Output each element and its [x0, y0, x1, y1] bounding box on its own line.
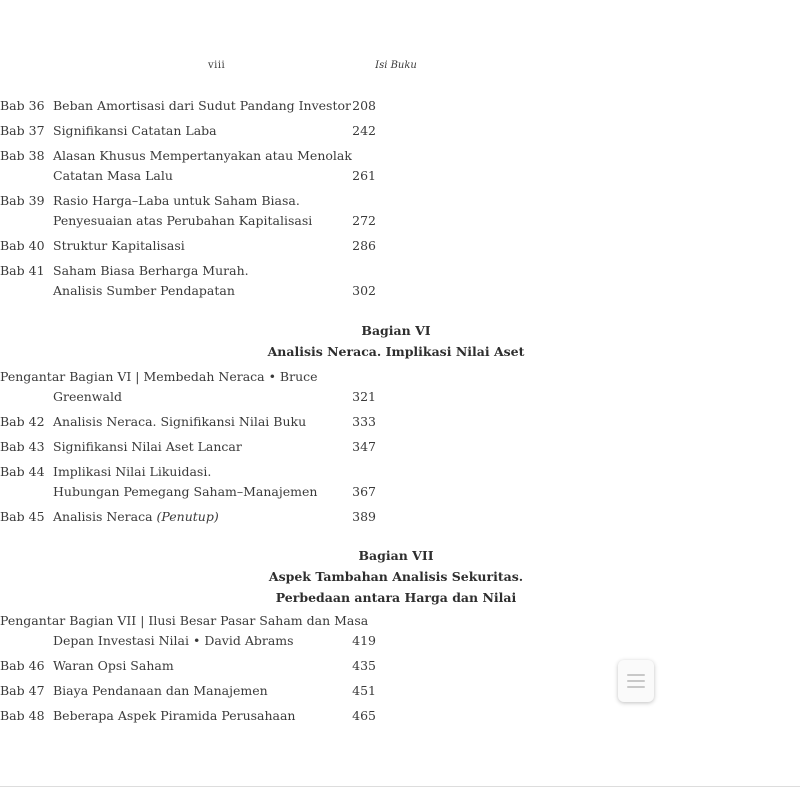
page-number: 347: [352, 439, 376, 454]
chapter-title: Beberapa Aspek Piramida Perusahaan: [53, 708, 296, 723]
running-title: Isi Buku: [375, 60, 417, 71]
chapter-number: Bab 40: [0, 238, 45, 253]
page-number: 302: [352, 283, 376, 298]
intro-title-line-1: Pengantar Bagian VI | Membedah Neraca • Bruce: [0, 369, 318, 384]
chapter-title-line-1: Saham Biasa Berharga Murah.: [53, 263, 249, 278]
chapter-title: Analisis Neraca (Penutup): [53, 509, 219, 524]
chapter-title-line-2: Catatan Masa Lalu: [53, 168, 173, 183]
chapter-title-line-2: Penyesuaian atas Perubahan Kapitalisasi: [53, 213, 313, 228]
page-number: 465: [352, 708, 376, 723]
chapter-title-line-1: Rasio Harga–Laba untuk Saham Biasa.: [53, 193, 300, 208]
chapter-number: Bab 46: [0, 658, 45, 673]
part-label: Bagian VII: [358, 548, 434, 563]
page-number: 435: [352, 658, 376, 673]
chapter-number: Bab 38: [0, 148, 45, 163]
notes-menu-icon[interactable]: [618, 660, 654, 702]
intro-title-line-2: Depan Investasi Nilai • David Abrams: [53, 633, 294, 648]
page-folio: viii: [208, 60, 226, 71]
page-number: 272: [352, 213, 376, 228]
chapter-number: Bab 39: [0, 193, 45, 208]
chapter-title: Waran Opsi Saham: [53, 658, 174, 673]
part-title-line-2: Perbedaan antara Harga dan Nilai: [275, 590, 517, 605]
chapter-title-line-2: Analisis Sumber Pendapatan: [53, 283, 235, 298]
notes-icon-line: [627, 674, 645, 676]
chapter-number: Bab 37: [0, 123, 45, 138]
part-title: Analisis Neraca. Implikasi Nilai Aset: [267, 344, 525, 359]
page-number: 208: [352, 98, 376, 113]
chapter-number: Bab 44: [0, 464, 45, 479]
bottom-divider: [0, 786, 800, 787]
chapter-title: Biaya Pendanaan dan Manajemen: [53, 683, 268, 698]
chapter-number: Bab 36: [0, 98, 45, 113]
part-label: Bagian VI: [361, 323, 431, 338]
page-number: 389: [352, 509, 376, 524]
chapter-number: Bab 47: [0, 683, 45, 698]
notes-icon-line: [627, 686, 645, 688]
chapter-title-line-2: Hubungan Pemegang Saham–Manajemen: [53, 484, 318, 499]
page-number: 333: [352, 414, 376, 429]
chapter-title-line-1: Implikasi Nilai Likuidasi.: [53, 464, 212, 479]
page-number: 261: [352, 168, 376, 183]
chapter-title-line-1: Alasan Khusus Mempertanyakan atau Menolak: [53, 148, 352, 163]
notes-icon-line: [627, 680, 645, 682]
chapter-number: Bab 41: [0, 263, 45, 278]
part-heading-6: [208, 320, 584, 362]
part-title-line-1: Aspek Tambahan Analisis Sekuritas.: [268, 569, 524, 584]
intro-title-line-2: Greenwald: [53, 389, 122, 404]
page-number: 286: [352, 238, 376, 253]
chapter-title: Signifikansi Catatan Laba: [53, 123, 217, 138]
chapter-title: Signifikansi Nilai Aset Lancar: [53, 439, 242, 454]
chapter-title: Struktur Kapitalisasi: [53, 238, 185, 253]
intro-title-line-1: Pengantar Bagian VII | Ilusi Besar Pasar Saham dan Masa: [0, 613, 369, 628]
chapter-number: Bab 45: [0, 509, 45, 524]
chapter-number: Bab 42: [0, 414, 45, 429]
part-heading-7: [208, 545, 584, 608]
page-number: 242: [352, 123, 376, 138]
chapter-title: Analisis Neraca. Signifikansi Nilai Buku: [53, 414, 307, 429]
page-number: 451: [352, 683, 376, 698]
page-number: 321: [352, 389, 376, 404]
running-head: [208, 60, 584, 76]
page-number: 419: [352, 633, 376, 648]
page-number: 367: [352, 484, 376, 499]
chapter-number: Bab 43: [0, 439, 45, 454]
chapter-title: Beban Amortisasi dari Sudut Pandang Investor: [53, 98, 351, 113]
chapter-number: Bab 48: [0, 708, 45, 723]
